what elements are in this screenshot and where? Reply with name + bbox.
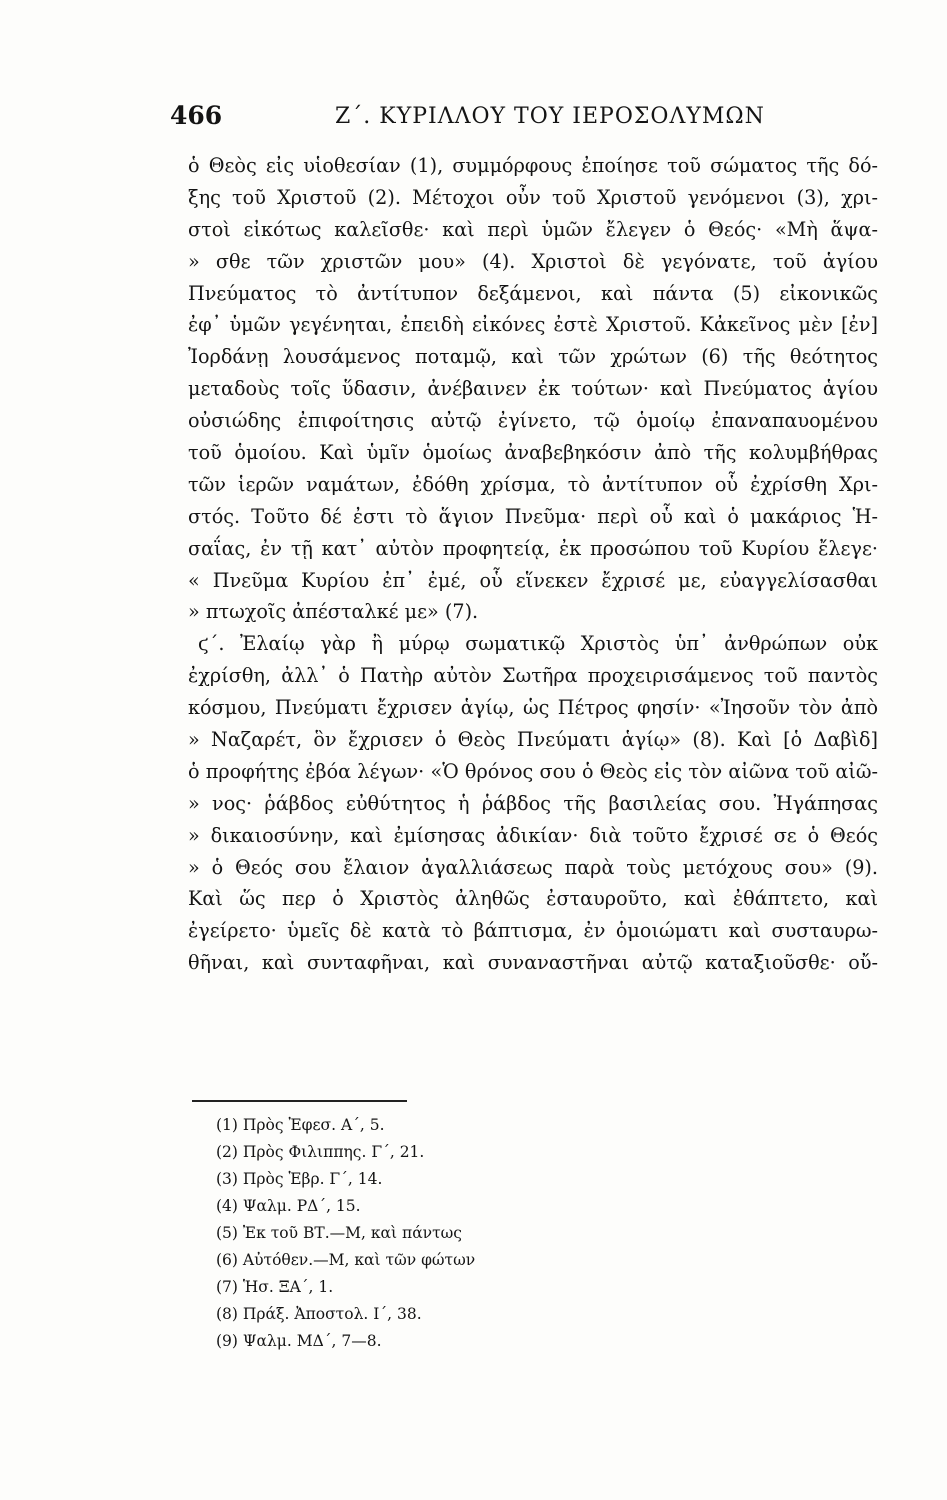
text-line: » σθε τῶν χριστῶν μου» (4). Χριστοὶ δὲ γεγόνατε, τοῦ ἁγίου [188,249,878,273]
text-line: στός. Τοῦτο δέ ἐστι τὸ ἅγιον Πνεῦμα· περὶ οὗ καὶ ὁ μακάριος Ἡ- [188,504,878,528]
text-line: τοῦ ὁμοίου. Καὶ ὑμῖν ὁμοίως ἀναβεβηκόσιν ἀπὸ τῆς κολυμβήθρας [188,441,878,465]
text-line: Πνεύματος τὸ ἀντίτυπον δεξάμενοι, καὶ πάντα (5) εἰκονικῶς [188,281,878,305]
running-title: Ζ΄. ΚΥΡΙΛΛΟΥ ΤΟΥ ΙΕΡΟΣΟΛΥΜΩΝ [335,104,765,129]
footnotes [216,1112,636,1355]
footnote: (4) Ψαλμ. ΡΔ΄, 15. [216,1197,361,1215]
page-number: 466 [170,101,223,130]
text-line: » δικαιοσύνην, καὶ ἐμίσησας ἀδικίαν· διὰ τοῦτο ἔχρισέ σε ὁ Θεός [188,823,878,847]
text-line: θῆναι, καὶ συνταφῆναι, καὶ συναναστῆναι αὐτῷ καταξιοῦσθε· οὔ- [188,951,878,975]
text-line: τῶν ἱερῶν ναμάτων, ἐδόθη χρίσμα, τὸ ἀντίτυπον οὗ ἐχρίσθη Χρι- [188,472,878,496]
text-line: » Ναζαρέτ, ὃν ἔχρισεν ὁ Θεὸς Πνεύματι ἁγίῳ» (8). Καὶ [ὁ Δαβὶδ] [188,728,878,752]
text-line: » πτωχοῖς ἀπέσταλκέ με» (7). [188,600,479,624]
text-line: ὁ Θεὸς εἰς υἱοθεσίαν (1), συμμόρφους ἐποίησε τοῦ σώματος τῆς δό- [188,154,878,177]
footnote-rule [192,1100,407,1102]
text-line: κόσμου, Πνεύματι ἔχρισεν ἁγίῳ, ὡς Πέτρος φησίν· «Ἰησοῦν τὸν ἀπὸ [188,696,878,720]
text-line: » ὁ Θεός σου ἔλαιον ἀγαλλιάσεως παρὰ τοὺς μετόχους σου» (9). [188,855,878,879]
text-line: μεταδοὺς τοῖς ὕδασιν, ἀνέβαινεν ἐκ τούτων· καὶ Πνεύματος ἁγίου [188,377,878,401]
text-line: » νος· ῥάβδος εὐθύτητος ἡ ῥάβδος τῆς βασιλείας σου. Ἠγάπησας [188,791,878,815]
footnote: (1) Πρὸς Ἐφεσ. Α΄, 5. [216,1116,385,1134]
text-line: οὐσιώδης ἐπιφοίτησις αὐτῷ ἐγίνετο, τῷ ὁμοίῳ ἐπαναπαυομένου [188,409,878,433]
page-header [170,100,875,140]
text-line: « Πνεῦμα Κυρίου ἐπ᾽ ἐμέ, οὗ εἵνεκεν ἔχρισέ με, εὐαγγελίσασθαι [188,568,878,592]
footnote: (8) Πράξ. Ἀποστολ. Ι΄, 38. [216,1305,422,1323]
main-text [188,150,878,979]
footnote: (6) Αὐτόθεν.—Μ, καὶ τῶν φώτων [216,1251,476,1269]
text-line: Καὶ ὥς περ ὁ Χριστὸς ἀληθῶς ἐσταυροῦτο, καὶ ἐθάπτετο, καὶ [188,887,878,911]
text-line: σαΐας, ἐν τῇ κατ᾽ αὐτὸν προφητείᾳ, ἐκ προσώπου τοῦ Κυρίου ἔλεγε· [188,536,878,560]
text-line: Ἰορδάνῃ λουσάμενος ποταμῷ, καὶ τῶν χρώτων (6) τῆς θεότητος [188,345,878,369]
footnote: (5) Ἐκ τοῦ ΒΤ.—Μ, καὶ πάντως [216,1224,462,1242]
footnote: (2) Πρὸς Φιλιππης. Γ΄, 21. [216,1143,425,1161]
text-line: στοὶ εἰκότως καλεῖσθε· καὶ περὶ ὑμῶν ἔλεγεν ὁ Θεός· «Μὴ ἅψα- [188,217,878,241]
footnote: (9) Ψαλμ. ΜΔ΄, 7—8. [216,1332,382,1350]
text-line: ὁ προφήτης ἐβόα λέγων· «Ὁ θρόνος σου ὁ Θεὸς εἰς τὸν αἰῶνα τοῦ αἰῶ- [188,759,878,783]
section-start-line: ϛ΄. Ἐλαίῳ γὰρ ἢ μύρῳ σωματικῷ Χριστὸς ὑπ᾽ ἀνθρώπων οὐκ [198,632,878,656]
text-line: ἐφ᾽ ὑμῶν γεγένηται, ἐπειδὴ εἰκόνες ἐστὲ Χριστοῦ. Κἀκεῖνος μὲν [ἐν] [188,313,878,337]
footnote: (3) Πρὸς Ἑβρ. Γ΄, 14. [216,1170,383,1188]
text-line: ἐγείρετο· ὑμεῖς δὲ κατὰ τὸ βάπτισμα, ἐν ὁμοιώματι καὶ συσταυρω- [188,919,878,943]
footnote: (7) Ἡσ. ΞΑ΄, 1. [216,1278,334,1296]
text-line: ἐχρίσθη, ἀλλ᾽ ὁ Πατὴρ αὐτὸν Σωτῆρα προχειρισάμενος τοῦ παντὸς [188,664,878,688]
text-line: ξης τοῦ Χριστοῦ (2). Μέτοχοι οὖν τοῦ Χριστοῦ γενόμενοι (3), χρι- [188,185,878,209]
